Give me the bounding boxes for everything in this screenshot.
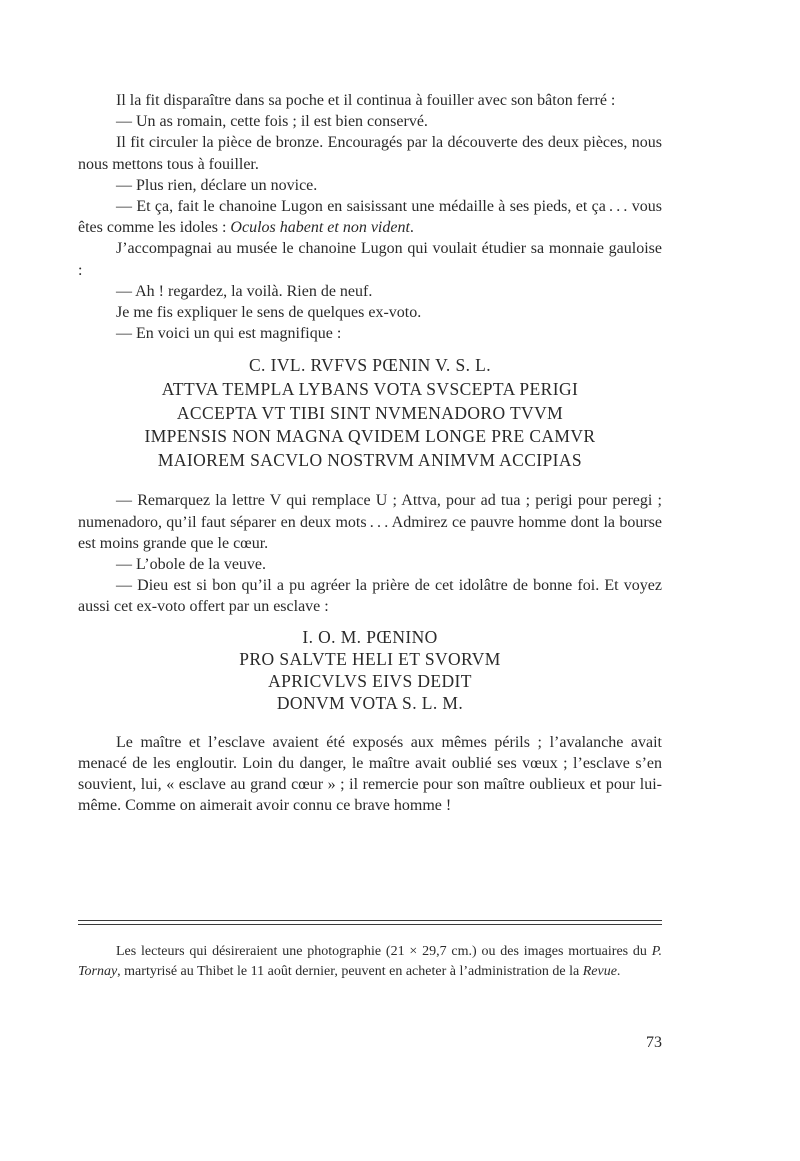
chanoine-text-end: . bbox=[409, 219, 414, 237]
paragraph: — Remarquez la lettre V qui remplace U ; Attva, pour ad tua ; perigi pour peregi ; numenadoro, qu’il faut séparer en deux mots . . . Admirez ce pauvre homme dont la bourse est moins grande que le cœur. bbox=[78, 492, 662, 552]
inscription-line: APRICVLVS EIVS DEDIT bbox=[268, 670, 472, 691]
commentary-paragraphs bbox=[78, 490, 662, 617]
paragraph: — Plus rien, déclare un novice. bbox=[116, 176, 318, 194]
chanoine-paragraph bbox=[78, 196, 662, 238]
inscription-line: ACCEPTA VT TIBI SINT NVMENADORO TVVM bbox=[176, 402, 564, 423]
paragraph: — Un as romain, cette fois ; il est bien conservé. bbox=[116, 113, 428, 131]
inscription-line: IMPENSIS NON MAGNA QVIDEM LONGE PRE CAMVR bbox=[144, 426, 596, 447]
inscription-line: ATTVA TEMPLA LYBANS VOTA SVSCEPTA PERIGI bbox=[161, 379, 579, 400]
footnote-text-2: , martyrisé au Thibet le 11 août dernier, peuvent en acheter à l’administration de la bbox=[117, 964, 583, 979]
inscription-second bbox=[78, 626, 662, 714]
paragraph: — En voici un qui est magnifique : bbox=[116, 325, 342, 343]
footnote-name: P. Tornay bbox=[78, 944, 662, 979]
footnote-text: Les lecteurs qui désireraient une photographie (21 × 29,7 cm.) ou des images mortuaires du bbox=[116, 944, 652, 959]
closing-paragraphs bbox=[78, 732, 662, 817]
inscription-line: MAIOREM SACVLO NOSTRVM ANIMVM ACCIPIAS bbox=[157, 449, 583, 470]
footnote-text-3: . bbox=[616, 964, 621, 979]
inscription-line: I. O. M. PŒNINO bbox=[302, 626, 438, 647]
footnote-revue: Revue bbox=[582, 964, 617, 979]
chanoine-text: — Et ça, fait le chanoine Lugon en saisissant une médaille à ses pieds, et ça . . . vous êtes comme les idoles : bbox=[78, 198, 662, 237]
mid-paragraphs bbox=[78, 238, 662, 344]
separator-rule-bottom bbox=[78, 924, 662, 925]
page-body bbox=[78, 90, 662, 816]
inscription-line: C. IVL. RVFVS PŒNIN V. S. L. bbox=[248, 355, 492, 376]
inscription-line: DONVM VOTA S. L. M. bbox=[276, 692, 464, 713]
inscription-line: PRO SALVTE HELI ET SVORVM bbox=[239, 648, 501, 669]
paragraph: J’accompagnai au musée le chanoine Lugon qui voulait étudier sa monnaie gauloise : bbox=[78, 240, 662, 279]
paragraph: — L’obole de la veuve. bbox=[116, 556, 267, 574]
inscription-first bbox=[78, 354, 662, 472]
paragraph: — Ah ! regardez, la voilà. Rien de neuf. bbox=[116, 282, 373, 300]
paragraph: Il fit circuler la pièce de bronze. Encouragés par la découverte des deux pièces, nous nous mettons tous à fouiller. bbox=[78, 134, 662, 173]
paragraph: — Dieu est si bon qu’il a pu agréer la prière de cet idolâtre de bonne foi. Et voyez aussi cet ex-voto offert par un esclave : bbox=[78, 577, 662, 616]
paragraph: Je me fis expliquer le sens de quelques ex-voto. bbox=[116, 304, 422, 322]
paragraph: Le maître et l’esclave avaient été exposés aux mêmes périls ; l’avalanche avait menacé de les engloutir. Loin du danger, le maître avait oublié ses vœux ; l’esclave s’en souvient, lui, « esclave au grand cœur » ; il remercie pour son maître oublieux et pour lui-même. Comme on aimerait avoir connu ce brave homme ! bbox=[78, 733, 662, 815]
paragraph: Il la fit disparaître dans sa poche et il continua à fouiller avec son bâton ferré : bbox=[116, 92, 616, 109]
latin-quote: Oculos habent et non vident bbox=[230, 219, 410, 237]
top-paragraphs bbox=[78, 90, 662, 196]
footnote bbox=[78, 942, 662, 982]
page-number: 73 bbox=[646, 1034, 662, 1051]
separator-rule-top bbox=[78, 920, 662, 921]
